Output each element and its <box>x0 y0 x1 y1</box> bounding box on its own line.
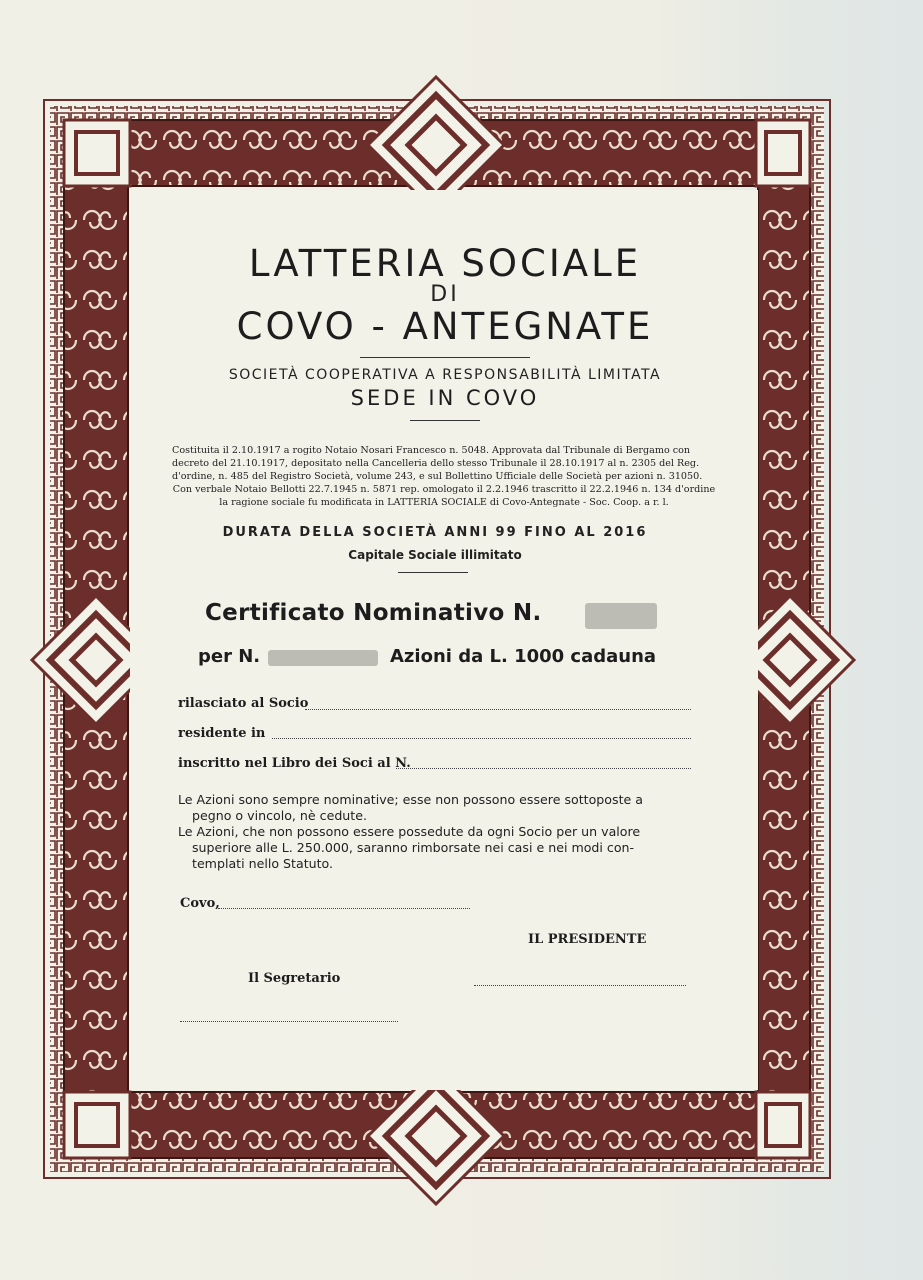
legal-line: d'ordine, n. 485 del Registro Società, volume 243, e sul Bollettino Ufficiale delle Società per azioni n. 31050. <box>172 471 703 482</box>
clause-line: templati nello Statuto. <box>192 856 334 871</box>
company-name-line1: LATTERIA SOCIALE <box>248 242 642 285</box>
president-signature-line[interactable] <box>474 984 686 986</box>
capital-divider <box>398 572 468 573</box>
redacted-share-count <box>268 650 378 666</box>
legal-text <box>172 444 716 509</box>
company-type: SOCIETÀ COOPERATIVA A RESPONSABILITÀ LIMITATA <box>228 367 662 383</box>
legal-line: Costituita il 2.10.1917 a rogito Notaio Nosari Francesco n. 5048. Approvata dal Tribunale di Bergamo con <box>172 445 691 456</box>
seat-divider <box>410 420 480 421</box>
place-label: Covo, <box>180 896 220 911</box>
field-rilasciato-label: rilasciato al Socio <box>178 696 309 711</box>
president-label: IL PRESIDENTE <box>528 932 647 947</box>
legal-line: la ragione sociale fu modificata in LATTERIA SOCIALE di Covo-Antegnate - Soc. Coop. a r. l. <box>219 497 669 508</box>
legal-line: decreto del 21.10.1917, depositato nella Cancelleria dello stesso Tribunale il 28.10.1917 al n. 2305 del Reg. <box>172 458 700 469</box>
share-clauses <box>178 792 698 872</box>
field-residente-label: residente in <box>178 726 266 741</box>
certificate-title: Certificato Nominativo N. <box>205 600 542 626</box>
shares-label: Azioni da L. 1000 cadauna <box>390 646 657 667</box>
date-line[interactable] <box>218 907 470 909</box>
clause-line: pegno o vincolo, nè cedute. <box>192 808 367 823</box>
company-name-line2: COVO - ANTEGNATE <box>236 305 654 348</box>
company-name-di: DI <box>430 282 460 307</box>
clause-line: superiore alle L. 250.000, saranno rimborsate nei casi e nei modi con- <box>192 840 635 855</box>
clause-line: Le Azioni sono sempre nominative; esse non possono essere sottoposte a <box>178 792 643 807</box>
field-inscritto-line[interactable] <box>396 767 691 769</box>
redacted-certificate-number <box>585 603 657 629</box>
share-capital: Capitale Sociale illimitato <box>348 548 522 562</box>
company-duration: DURATA DELLA SOCIETÀ ANNI 99 FINO AL 2016 <box>222 525 648 540</box>
legal-line: Con verbale Notaio Bellotti 22.7.1945 n. 5871 rep. omologato il 2.2.1946 trascritto il 22.2.1946 n. 134 d'ordine <box>172 484 716 495</box>
per-label: per N. <box>198 646 261 667</box>
company-seat: SEDE IN COVO <box>350 386 540 410</box>
clause-line: Le Azioni, che non possono essere possedute da ogni Socio per un valore <box>178 824 641 839</box>
secretary-signature-line[interactable] <box>180 1020 398 1022</box>
title-divider <box>360 357 530 358</box>
field-rilasciato-line[interactable] <box>305 708 691 710</box>
field-inscritto-label: inscritto nel Libro dei Soci al N. <box>178 756 411 771</box>
field-residente-line[interactable] <box>272 737 691 739</box>
secretary-label: Il Segretario <box>248 971 341 986</box>
